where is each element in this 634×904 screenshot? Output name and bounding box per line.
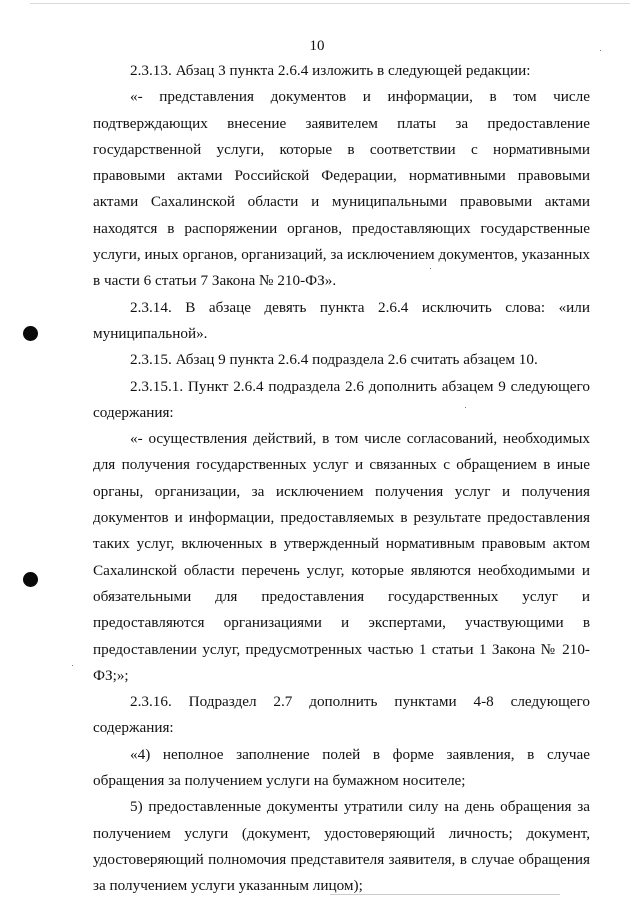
- scan-speck: [430, 268, 431, 269]
- scan-edge-mark-bottom: [330, 894, 560, 895]
- hole-punch-mark-bottom: [23, 572, 38, 587]
- paragraph-item-4: «4) неполное заполнение полей в форме заявления, в случае обращения за получением услуги на бумажном носителе;: [93, 745, 590, 790]
- paragraph-2-3-15: 2.3.15. Абзац 9 пункта 2.6.4 подраздела 2.6 считать абзацем 10.: [130, 351, 538, 369]
- paragraph-2-3-14: 2.3.14. В абзаце девять пункта 2.6.4 исключить слова: «или муниципальной».: [93, 298, 590, 342]
- paragraph-2-3-16: 2.3.16. Подраздел 2.7 дополнить пунктами 4-8 следующего содержания:: [93, 693, 590, 737]
- paragraph-abzac-3-text: «- представления документов и информации, в том числе подтверждающих внесение заявителем платы за предоставление государственной услуги, которые в соответствии с нормативными правовыми актами Российской Федерации, нормативными правовыми актами Сахалинской области и муниципальными правовыми актами находятся в распоряжении органов, предоставляющих государственные услуги, иных органов, организаций, за исключением документов, указанных в части 6 статьи 7 Закона № 210-ФЗ».: [93, 88, 590, 290]
- hole-punch-mark-top: [23, 326, 38, 341]
- paragraph-2-3-15-1: 2.3.15.1. Пункт 2.6.4 подраздела 2.6 дополнить абзацем 9 следующего содержания:: [93, 377, 590, 421]
- scan-speck: [72, 665, 73, 666]
- paragraph-2-3-13: 2.3.13. Абзац 3 пункта 2.6.4 изложить в следующей редакции:: [130, 62, 531, 79]
- document-body: [93, 58, 590, 900]
- scan-edge-mark-top: [30, 3, 630, 4]
- scan-speck: [465, 407, 466, 408]
- scan-speck: [600, 50, 601, 51]
- paragraph-item-5: 5) предоставленные документы утратили силу на день обращения за получением услуги (документ, удостоверяющий личность; документ, удостоверяющий полномочия представителя заявителя, в случае обращения за получением услуги указанным лицом);: [93, 798, 590, 895]
- page-number: 10: [309, 38, 325, 54]
- paragraph-abzac-9-text: «- осуществления действий, в том числе согласований, необходимых для получения государственных услуг и связанных с обращением в иные органы, организации, за исключением получения услуг и получения документов и информации, предоставляемых в результате предоставления таких услуг, включенных в утвержденный нормативным правовым актом Сахалинской области перечень услуг, которые являются необходимыми и обязательными для предоставления государственных услуг и предоставляются организациями и экспертами, участвующими в предоставлении услуг, предусмотренных частью 1 статьи 1 Закона № 210-ФЗ;»;: [93, 430, 590, 684]
